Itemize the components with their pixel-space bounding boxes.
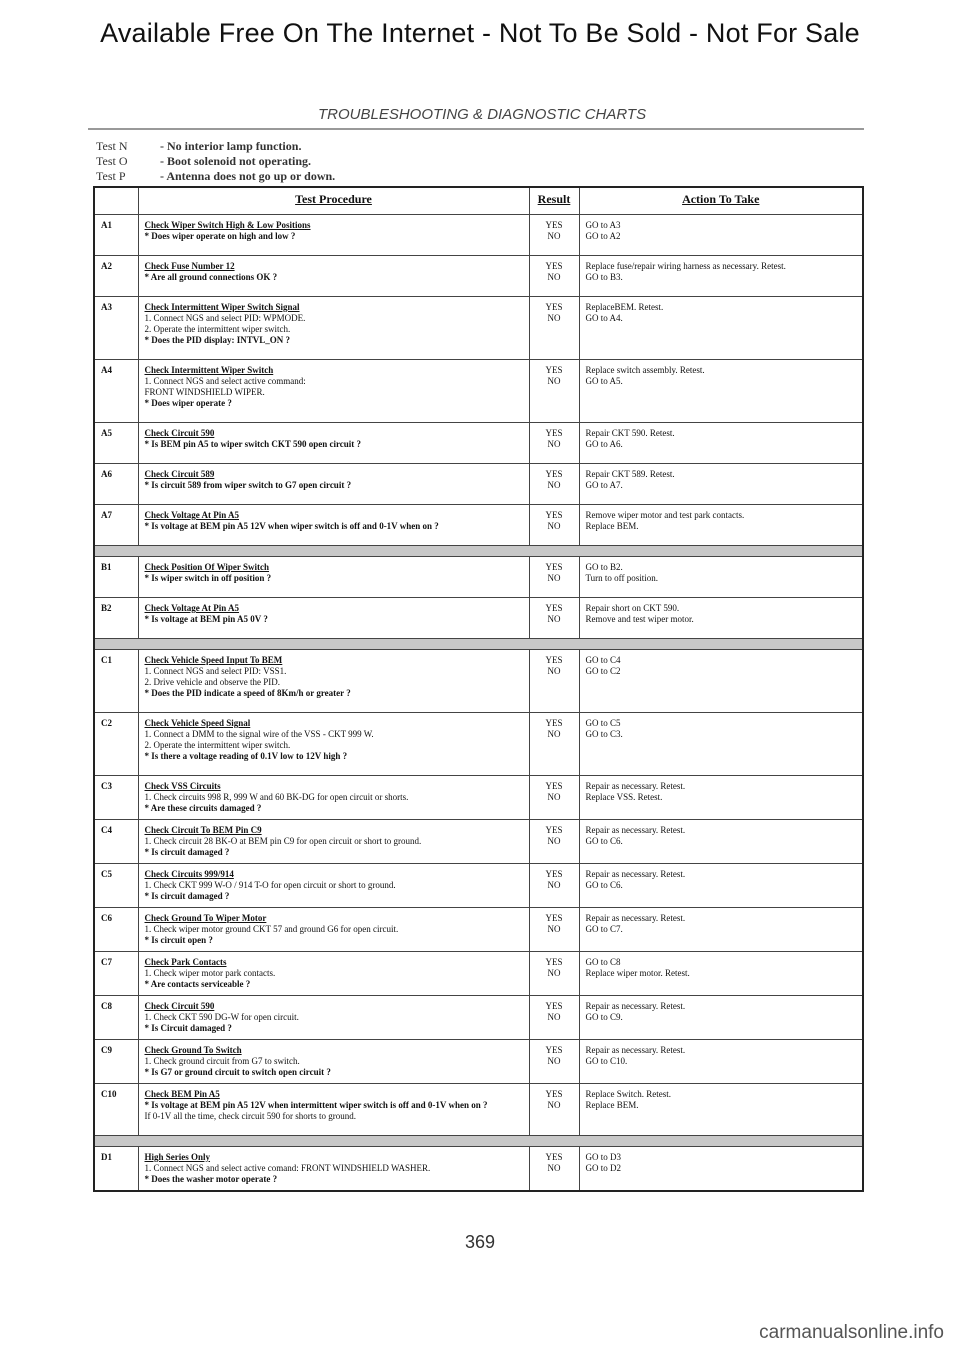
procedure-cell bbox=[138, 505, 529, 546]
result-no: NO bbox=[547, 792, 561, 802]
step-id: B2 bbox=[94, 598, 138, 639]
procedure-cell bbox=[138, 952, 529, 996]
action-yes: Replace fuse/repair wiring harness as necessary. Retest. bbox=[585, 261, 786, 271]
action-yes: Remove wiper motor and test park contacts. bbox=[585, 510, 745, 520]
procedure-question: * Are these circuits damaged ? bbox=[144, 803, 262, 813]
procedure-cell bbox=[138, 256, 529, 297]
result-no: NO bbox=[547, 480, 561, 490]
procedure-step: 2. Drive vehicle and observe the PID. bbox=[144, 677, 280, 687]
procedure-step: 1. Check circuits 998 R, 999 W and 60 BK-DG for open circuit or shorts. bbox=[144, 792, 409, 802]
action-no: GO to A6. bbox=[585, 439, 623, 449]
step-id: C7 bbox=[94, 952, 138, 996]
procedure-title: Check Ground To Wiper Motor bbox=[144, 913, 267, 923]
action-cell bbox=[579, 256, 863, 297]
procedure-question: * Is circuit damaged ? bbox=[144, 891, 230, 901]
procedure-title: Check Vehicle Speed Signal bbox=[144, 718, 251, 728]
action-yes: Repair as necessary. Retest. bbox=[585, 869, 686, 879]
result-yes: YES bbox=[545, 510, 563, 520]
separator-cell bbox=[94, 546, 863, 557]
action-no: GO to C7. bbox=[585, 924, 623, 934]
step-id: A7 bbox=[94, 505, 138, 546]
procedure-step: 1. Check wiper motor ground CKT 57 and ground G6 for open circuit. bbox=[144, 924, 399, 934]
procedure-question: * Is BEM pin A5 to wiper switch CKT 590 open circuit ? bbox=[144, 439, 362, 449]
procedure-step: 1. Check CKT 590 DG-W for open circuit. bbox=[144, 1012, 299, 1022]
result-cell bbox=[529, 952, 579, 996]
result-no: NO bbox=[547, 924, 561, 934]
procedure-title: High Series Only bbox=[144, 1152, 211, 1162]
procedure-question: * Does wiper operate on high and low ? bbox=[144, 231, 296, 241]
table-row bbox=[94, 557, 863, 598]
procedure-title: Check Circuit 589 bbox=[144, 469, 215, 479]
result-yes: YES bbox=[545, 655, 563, 665]
action-no: GO to A2 bbox=[585, 231, 621, 241]
procedure-step: 1. Connect a DMM to the signal wire of the VSS - CKT 999 W. bbox=[144, 729, 374, 739]
table-row bbox=[94, 952, 863, 996]
step-id: C1 bbox=[94, 650, 138, 713]
procedure-title: Check Fuse Number 12 bbox=[144, 261, 235, 271]
procedure-cell bbox=[138, 713, 529, 776]
table-row bbox=[94, 505, 863, 546]
test-code: Test N bbox=[96, 139, 128, 153]
action-yes: Repair short on CKT 590. bbox=[585, 603, 680, 613]
procedure-question: * Are contacts serviceable ? bbox=[144, 979, 251, 989]
result-cell bbox=[529, 650, 579, 713]
result-yes: YES bbox=[545, 603, 563, 613]
step-id: C4 bbox=[94, 820, 138, 864]
test-item bbox=[96, 139, 335, 154]
result-cell bbox=[529, 423, 579, 464]
action-yes: Repair CKT 589. Retest. bbox=[585, 469, 675, 479]
test-description: - Boot solenoid not operating. bbox=[160, 154, 312, 168]
action-cell bbox=[579, 215, 863, 256]
section-separator bbox=[94, 639, 863, 650]
section-separator bbox=[94, 546, 863, 557]
result-yes: YES bbox=[545, 718, 563, 728]
result-no: NO bbox=[547, 272, 561, 282]
separator-cell bbox=[94, 1136, 863, 1147]
action-yes: Repair as necessary. Retest. bbox=[585, 825, 686, 835]
step-id: A5 bbox=[94, 423, 138, 464]
procedure-cell bbox=[138, 423, 529, 464]
result-no: NO bbox=[547, 729, 561, 739]
step-id: A2 bbox=[94, 256, 138, 297]
result-yes: YES bbox=[545, 781, 563, 791]
action-cell bbox=[579, 360, 863, 423]
action-no: Replace VSS. Retest. bbox=[585, 792, 663, 802]
result-cell bbox=[529, 908, 579, 952]
table-row bbox=[94, 820, 863, 864]
procedure-title: Check Wiper Switch High & Low Positions bbox=[144, 220, 311, 230]
test-item bbox=[96, 169, 335, 184]
action-no: GO to C3. bbox=[585, 729, 623, 739]
action-no: GO to C6. bbox=[585, 880, 623, 890]
result-yes: YES bbox=[545, 957, 563, 967]
result-no: NO bbox=[547, 1012, 561, 1022]
test-description: - No interior lamp function. bbox=[160, 139, 302, 153]
procedure-cell bbox=[138, 776, 529, 820]
action-no: GO to C6. bbox=[585, 836, 623, 846]
procedure-cell bbox=[138, 557, 529, 598]
result-no: NO bbox=[547, 1163, 561, 1173]
action-yes: Repair as necessary. Retest. bbox=[585, 1045, 686, 1055]
action-cell bbox=[579, 297, 863, 360]
step-id: B1 bbox=[94, 557, 138, 598]
table-row bbox=[94, 713, 863, 776]
procedure-cell bbox=[138, 864, 529, 908]
procedure-question: * Does the PID indicate a speed of 8Km/h or greater ? bbox=[144, 688, 351, 698]
step-id: C5 bbox=[94, 864, 138, 908]
step-id: C3 bbox=[94, 776, 138, 820]
action-yes: GO to C8 bbox=[585, 957, 621, 967]
step-id: C9 bbox=[94, 1040, 138, 1084]
action-yes: GO to B2. bbox=[585, 562, 623, 572]
procedure-cell bbox=[138, 215, 529, 256]
procedure-question: * Is voltage at BEM pin A5 0V ? bbox=[144, 614, 268, 624]
result-no: NO bbox=[547, 313, 561, 323]
result-cell bbox=[529, 215, 579, 256]
result-no: NO bbox=[547, 880, 561, 890]
procedure-step: FRONT WINDSHIELD WIPER. bbox=[144, 387, 265, 397]
result-cell bbox=[529, 598, 579, 639]
table-row bbox=[94, 1040, 863, 1084]
procedure-step: 1. Check ground circuit from G7 to switch. bbox=[144, 1056, 300, 1066]
table-row bbox=[94, 1147, 863, 1192]
result-header: Result bbox=[529, 187, 579, 215]
action-no: GO to C10. bbox=[585, 1056, 628, 1066]
procedure-question: * Is Circuit damaged ? bbox=[144, 1023, 232, 1033]
table-row bbox=[94, 598, 863, 639]
page-number: 369 bbox=[464, 1232, 496, 1252]
action-no: GO to A4. bbox=[585, 313, 623, 323]
action-cell bbox=[579, 996, 863, 1040]
result-cell bbox=[529, 297, 579, 360]
procedure-question: * Is wiper switch in off position ? bbox=[144, 573, 272, 583]
result-no: NO bbox=[547, 439, 561, 449]
result-yes: YES bbox=[545, 220, 563, 230]
diagnostic-table bbox=[93, 186, 864, 1192]
table-row bbox=[94, 215, 863, 256]
action-cell bbox=[579, 598, 863, 639]
action-no: Remove and test wiper motor. bbox=[585, 614, 694, 624]
action-cell bbox=[579, 820, 863, 864]
procedure-step: 1. Check CKT 999 W-O / 914 T-O for open circuit or short to ground. bbox=[144, 880, 396, 890]
table-row bbox=[94, 908, 863, 952]
procedure-title: Check Park Contacts bbox=[144, 957, 227, 967]
procedure-question: * Does the PID display: INTVL_ON ? bbox=[144, 335, 291, 345]
procedure-question: * Is G7 or ground circuit to switch open circuit ? bbox=[144, 1067, 331, 1077]
action-cell bbox=[579, 713, 863, 776]
watermark-banner: Available Free On The Internet - Not To Be Sold - Not For Sale bbox=[100, 18, 860, 48]
step-id: C2 bbox=[94, 713, 138, 776]
action-no: GO to A5. bbox=[585, 376, 623, 386]
footer-watermark: carmanualsonline.info bbox=[759, 1322, 944, 1343]
procedure-title: Check Vehicle Speed Input To BEM bbox=[144, 655, 283, 665]
test-description: - Antenna does not go up or down. bbox=[160, 169, 336, 183]
table-row bbox=[94, 650, 863, 713]
procedure-question: * Is circuit damaged ? bbox=[144, 847, 230, 857]
action-yes: Repair as necessary. Retest. bbox=[585, 1001, 686, 1011]
result-no: NO bbox=[547, 614, 561, 624]
action-no: GO to A7. bbox=[585, 480, 623, 490]
result-yes: YES bbox=[545, 1152, 563, 1162]
table-row bbox=[94, 297, 863, 360]
result-cell bbox=[529, 996, 579, 1040]
action-cell bbox=[579, 423, 863, 464]
procedure-cell bbox=[138, 1040, 529, 1084]
step-id: A4 bbox=[94, 360, 138, 423]
action-cell bbox=[579, 952, 863, 996]
result-yes: YES bbox=[545, 869, 563, 879]
action-cell bbox=[579, 776, 863, 820]
action-yes: GO to C4 bbox=[585, 655, 621, 665]
action-yes: GO to D3 bbox=[585, 1152, 621, 1162]
action-yes: GO to A3 bbox=[585, 220, 621, 230]
procedure-step: 1. Check circuit 28 BK-O at BEM pin C9 for open circuit or short to ground. bbox=[144, 836, 422, 846]
step-id: A1 bbox=[94, 215, 138, 256]
procedure-title: Check Circuit To BEM Pin C9 bbox=[144, 825, 262, 835]
procedure-step: 1. Check wiper motor park contacts. bbox=[144, 968, 276, 978]
table-row bbox=[94, 360, 863, 423]
table-row bbox=[94, 423, 863, 464]
table-row bbox=[94, 776, 863, 820]
table-row bbox=[94, 256, 863, 297]
procedure-cell bbox=[138, 650, 529, 713]
step-id: A6 bbox=[94, 464, 138, 505]
title-rule bbox=[88, 128, 864, 130]
action-no: GO to B3. bbox=[585, 272, 623, 282]
action-cell bbox=[579, 505, 863, 546]
action-no: Replace BEM. bbox=[585, 521, 639, 531]
procedure-step: 2. Operate the intermittent wiper switch. bbox=[144, 324, 291, 334]
separator-cell bbox=[94, 639, 863, 650]
procedure-cell bbox=[138, 297, 529, 360]
result-no: NO bbox=[547, 521, 561, 531]
section-separator bbox=[94, 1136, 863, 1147]
result-cell bbox=[529, 1040, 579, 1084]
result-yes: YES bbox=[545, 469, 563, 479]
action-yes: Replace switch assembly. Retest. bbox=[585, 365, 705, 375]
table-row bbox=[94, 1084, 863, 1136]
result-cell bbox=[529, 1084, 579, 1136]
procedure-question: * Does wiper operate ? bbox=[144, 398, 232, 408]
result-yes: YES bbox=[545, 1089, 563, 1099]
result-cell bbox=[529, 713, 579, 776]
procedure-question: * Is circuit 589 from wiper switch to G7 open circuit ? bbox=[144, 480, 352, 490]
procedure-cell bbox=[138, 908, 529, 952]
result-no: NO bbox=[547, 836, 561, 846]
procedure-title: Check VSS Circuits bbox=[144, 781, 221, 791]
table-row bbox=[94, 864, 863, 908]
table-row bbox=[94, 464, 863, 505]
step-id: C10 bbox=[94, 1084, 138, 1136]
step-id: C6 bbox=[94, 908, 138, 952]
action-cell bbox=[579, 464, 863, 505]
table-header-row bbox=[94, 187, 863, 215]
test-list bbox=[96, 139, 335, 184]
procedure-cell bbox=[138, 820, 529, 864]
result-cell bbox=[529, 505, 579, 546]
procedure-question: * Does the washer motor operate ? bbox=[144, 1174, 278, 1184]
result-no: NO bbox=[547, 1056, 561, 1066]
result-no: NO bbox=[547, 231, 561, 241]
result-yes: YES bbox=[545, 365, 563, 375]
result-yes: YES bbox=[545, 825, 563, 835]
action-yes: GO to C5 bbox=[585, 718, 621, 728]
result-cell bbox=[529, 864, 579, 908]
procedure-cell bbox=[138, 464, 529, 505]
table-body bbox=[94, 215, 863, 1192]
result-yes: YES bbox=[545, 913, 563, 923]
result-no: NO bbox=[547, 376, 561, 386]
procedure-cell bbox=[138, 598, 529, 639]
step-id: A3 bbox=[94, 297, 138, 360]
procedure-title: Check Voltage At Pin A5 bbox=[144, 510, 240, 520]
procedure-step: 1. Connect NGS and select active command: bbox=[144, 376, 306, 386]
id-header bbox=[94, 187, 138, 215]
action-header: Action To Take bbox=[579, 187, 863, 215]
result-no: NO bbox=[547, 1100, 561, 1110]
procedure-title: Check Voltage At Pin A5 bbox=[144, 603, 240, 613]
action-yes: Repair as necessary. Retest. bbox=[585, 913, 686, 923]
result-cell bbox=[529, 464, 579, 505]
action-cell bbox=[579, 1084, 863, 1136]
action-no: GO to C2 bbox=[585, 666, 621, 676]
action-no: Turn to off position. bbox=[585, 573, 659, 583]
procedure-title: Check Ground To Switch bbox=[144, 1045, 242, 1055]
procedure-note: If 0-1V all the time, check circuit 590 for shorts to ground. bbox=[144, 1111, 357, 1121]
result-no: NO bbox=[547, 573, 561, 583]
action-yes: Replace Switch. Retest. bbox=[585, 1089, 671, 1099]
procedure-step: 1. Connect NGS and select PID: WPMODE. bbox=[144, 313, 306, 323]
test-code: Test P bbox=[96, 169, 126, 183]
step-id: D1 bbox=[94, 1147, 138, 1192]
action-cell bbox=[579, 908, 863, 952]
procedure-cell bbox=[138, 1084, 529, 1136]
procedure-question: * Is voltage at BEM pin A5 12V when wiper switch is off and 0-1V when on ? bbox=[144, 521, 439, 531]
action-cell bbox=[579, 864, 863, 908]
result-yes: YES bbox=[545, 562, 563, 572]
chart-title: TROUBLESHOOTING & DIAGNOSTIC CHARTS bbox=[318, 106, 647, 123]
procedure-title: Check Position Of Wiper Switch bbox=[144, 562, 270, 572]
procedure-step: 1. Connect NGS and select PID: VSS1. bbox=[144, 666, 287, 676]
test-item bbox=[96, 154, 335, 169]
procedure-title: Check Circuit 590 bbox=[144, 428, 215, 438]
action-cell bbox=[579, 557, 863, 598]
result-yes: YES bbox=[545, 302, 563, 312]
result-cell bbox=[529, 820, 579, 864]
result-yes: YES bbox=[545, 428, 563, 438]
action-no: Replace BEM. bbox=[585, 1100, 639, 1110]
action-yes: ReplaceBEM. Retest. bbox=[585, 302, 664, 312]
action-cell bbox=[579, 1147, 863, 1192]
result-cell bbox=[529, 776, 579, 820]
procedure-step: 2. Operate the intermittent wiper switch. bbox=[144, 740, 291, 750]
procedure-title: Check BEM Pin A5 bbox=[144, 1089, 220, 1099]
procedure-cell bbox=[138, 1147, 529, 1192]
result-yes: YES bbox=[545, 1001, 563, 1011]
procedure-question: * Is there a voltage reading of 0.1V low to 12V high ? bbox=[144, 751, 348, 761]
table-row bbox=[94, 996, 863, 1040]
procedure-header: Test Procedure bbox=[138, 187, 529, 215]
result-no: NO bbox=[547, 968, 561, 978]
procedure-title: Check Intermittent Wiper Switch bbox=[144, 365, 274, 375]
procedure-title: Check Circuits 999/914 bbox=[144, 869, 234, 879]
procedure-question: * Is voltage at BEM pin A5 12V when intermittent wiper switch is off and 0-1V when on ? bbox=[144, 1100, 488, 1110]
procedure-title: Check Circuit 590 bbox=[144, 1001, 215, 1011]
action-no: GO to D2 bbox=[585, 1163, 621, 1173]
procedure-step: 1. Connect NGS and select active comand: FRONT WINDSHIELD WASHER. bbox=[144, 1163, 431, 1173]
result-cell bbox=[529, 360, 579, 423]
procedure-question: * Is circuit open ? bbox=[144, 935, 213, 945]
procedure-cell bbox=[138, 996, 529, 1040]
action-cell bbox=[579, 1040, 863, 1084]
result-cell bbox=[529, 256, 579, 297]
step-id: C8 bbox=[94, 996, 138, 1040]
result-yes: YES bbox=[545, 261, 563, 271]
result-cell bbox=[529, 557, 579, 598]
action-cell bbox=[579, 650, 863, 713]
result-cell bbox=[529, 1147, 579, 1192]
action-no: GO to C9. bbox=[585, 1012, 623, 1022]
action-yes: Repair as necessary. Retest. bbox=[585, 781, 686, 791]
test-code: Test O bbox=[96, 154, 128, 168]
procedure-question: * Are all ground connections OK ? bbox=[144, 272, 278, 282]
result-no: NO bbox=[547, 666, 561, 676]
action-no: Replace wiper motor. Retest. bbox=[585, 968, 690, 978]
result-yes: YES bbox=[545, 1045, 563, 1055]
action-yes: Repair CKT 590. Retest. bbox=[585, 428, 675, 438]
procedure-title: Check Intermittent Wiper Switch Signal bbox=[144, 302, 300, 312]
procedure-cell bbox=[138, 360, 529, 423]
